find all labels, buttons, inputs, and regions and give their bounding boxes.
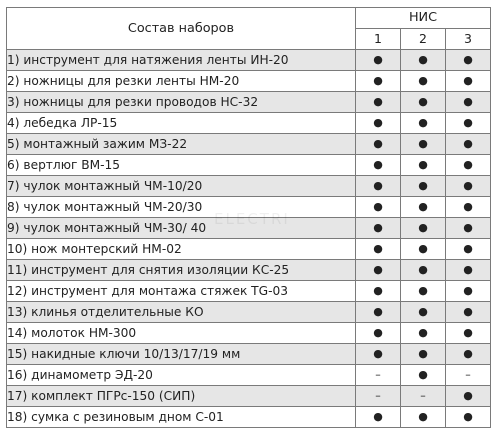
inclusion-mark-variant-3: –: [446, 365, 491, 386]
inclusion-mark-variant-1: ●: [356, 281, 401, 302]
table-row: [7, 302, 491, 323]
inclusion-mark-variant-3: ●: [446, 386, 491, 407]
inclusion-mark-variant-2: ●: [401, 281, 446, 302]
inclusion-mark-variant-1: ●: [356, 218, 401, 239]
table-row: [7, 344, 491, 365]
table-row: [7, 113, 491, 134]
item-name: 3) ножницы для резки проводов НС-32: [7, 92, 356, 113]
inclusion-mark-variant-3: ●: [446, 218, 491, 239]
inclusion-mark-variant-1: –: [356, 386, 401, 407]
table-row: [7, 197, 491, 218]
inclusion-mark-variant-1: ●: [356, 134, 401, 155]
inclusion-mark-variant-1: ●: [356, 50, 401, 71]
inclusion-mark-variant-2: ●: [401, 218, 446, 239]
item-name: 15) накидные ключи 10/13/17/19 мм: [7, 344, 356, 365]
inclusion-mark-variant-2: ●: [401, 344, 446, 365]
table-row: [7, 71, 491, 92]
table-row: [7, 323, 491, 344]
inclusion-mark-variant-2: ●: [401, 260, 446, 281]
table-row: [7, 155, 491, 176]
inclusion-mark-variant-1: ●: [356, 155, 401, 176]
inclusion-mark-variant-3: ●: [446, 260, 491, 281]
table-row: [7, 92, 491, 113]
table-row: [7, 386, 491, 407]
table-row: [7, 50, 491, 71]
inclusion-mark-variant-2: ●: [401, 50, 446, 71]
table-row: [7, 365, 491, 386]
item-name: 6) вертлюг ВМ-15: [7, 155, 356, 176]
item-name: 18) сумка с резиновым дном С-01: [7, 407, 356, 428]
inclusion-mark-variant-2: ●: [401, 239, 446, 260]
inclusion-mark-variant-3: ●: [446, 113, 491, 134]
variant-header-1: 1: [356, 29, 401, 50]
inclusion-mark-variant-3: ●: [446, 323, 491, 344]
inclusion-mark-variant-2: ●: [401, 323, 446, 344]
set-composition-header: Состав наборов: [7, 8, 356, 50]
inclusion-mark-variant-3: ●: [446, 302, 491, 323]
item-name: 12) инструмент для монтажа стяжек TG-03: [7, 281, 356, 302]
table-row: [7, 407, 491, 428]
kit-items-body: [7, 50, 491, 428]
inclusion-mark-variant-3: ●: [446, 197, 491, 218]
table-row: [7, 281, 491, 302]
inclusion-mark-variant-3: ●: [446, 407, 491, 428]
table-row: [7, 176, 491, 197]
item-name: 2) ножницы для резки ленты НМ-20: [7, 71, 356, 92]
variant-header-3: 3: [446, 29, 491, 50]
kit-composition-table-container: [6, 7, 490, 428]
inclusion-mark-variant-1: ●: [356, 71, 401, 92]
item-name: 10) нож монтерский НМ-02: [7, 239, 356, 260]
inclusion-mark-variant-3: ●: [446, 281, 491, 302]
inclusion-mark-variant-3: ●: [446, 155, 491, 176]
inclusion-mark-variant-2: ●: [401, 113, 446, 134]
item-name: 1) инструмент для натяжения ленты ИН-20: [7, 50, 356, 71]
inclusion-mark-variant-2: ●: [401, 197, 446, 218]
item-name: 11) инструмент для снятия изоляции КС-25: [7, 260, 356, 281]
inclusion-mark-variant-1: ●: [356, 176, 401, 197]
item-name: 17) комплект ПГРс-150 (СИП): [7, 386, 356, 407]
inclusion-mark-variant-3: ●: [446, 344, 491, 365]
inclusion-mark-variant-3: ●: [446, 239, 491, 260]
nis-group-header: НИС: [356, 8, 491, 29]
inclusion-mark-variant-1: ●: [356, 92, 401, 113]
inclusion-mark-variant-2: –: [401, 386, 446, 407]
table-row: [7, 239, 491, 260]
table-row: [7, 134, 491, 155]
inclusion-mark-variant-2: ●: [401, 176, 446, 197]
item-name: 8) чулок монтажный ЧМ-20/30: [7, 197, 356, 218]
inclusion-mark-variant-2: ●: [401, 155, 446, 176]
item-name: 9) чулок монтажный ЧМ-30/ 40: [7, 218, 356, 239]
inclusion-mark-variant-1: ●: [356, 407, 401, 428]
item-name: 5) монтажный зажим МЗ-22: [7, 134, 356, 155]
table-row: [7, 260, 491, 281]
inclusion-mark-variant-2: ●: [401, 134, 446, 155]
inclusion-mark-variant-1: ●: [356, 302, 401, 323]
inclusion-mark-variant-2: ●: [401, 71, 446, 92]
inclusion-mark-variant-3: ●: [446, 50, 491, 71]
inclusion-mark-variant-1: ●: [356, 323, 401, 344]
inclusion-mark-variant-2: ●: [401, 302, 446, 323]
inclusion-mark-variant-1: –: [356, 365, 401, 386]
inclusion-mark-variant-1: ●: [356, 239, 401, 260]
item-name: 14) молоток НМ-300: [7, 323, 356, 344]
variant-header-2: 2: [401, 29, 446, 50]
inclusion-mark-variant-3: ●: [446, 71, 491, 92]
item-name: 4) лебедка ЛР-15: [7, 113, 356, 134]
inclusion-mark-variant-1: ●: [356, 113, 401, 134]
inclusion-mark-variant-3: ●: [446, 134, 491, 155]
item-name: 7) чулок монтажный ЧМ-10/20: [7, 176, 356, 197]
inclusion-mark-variant-1: ●: [356, 197, 401, 218]
header-row-top: [7, 8, 491, 29]
item-name: 16) динамометр ЭД-20: [7, 365, 356, 386]
inclusion-mark-variant-3: ●: [446, 176, 491, 197]
kit-composition-table: [6, 7, 491, 428]
inclusion-mark-variant-1: ●: [356, 260, 401, 281]
item-name: 13) клинья отделительные КО: [7, 302, 356, 323]
inclusion-mark-variant-2: ●: [401, 92, 446, 113]
table-row: [7, 218, 491, 239]
inclusion-mark-variant-3: ●: [446, 92, 491, 113]
inclusion-mark-variant-2: ●: [401, 407, 446, 428]
inclusion-mark-variant-2: ●: [401, 365, 446, 386]
inclusion-mark-variant-1: ●: [356, 344, 401, 365]
